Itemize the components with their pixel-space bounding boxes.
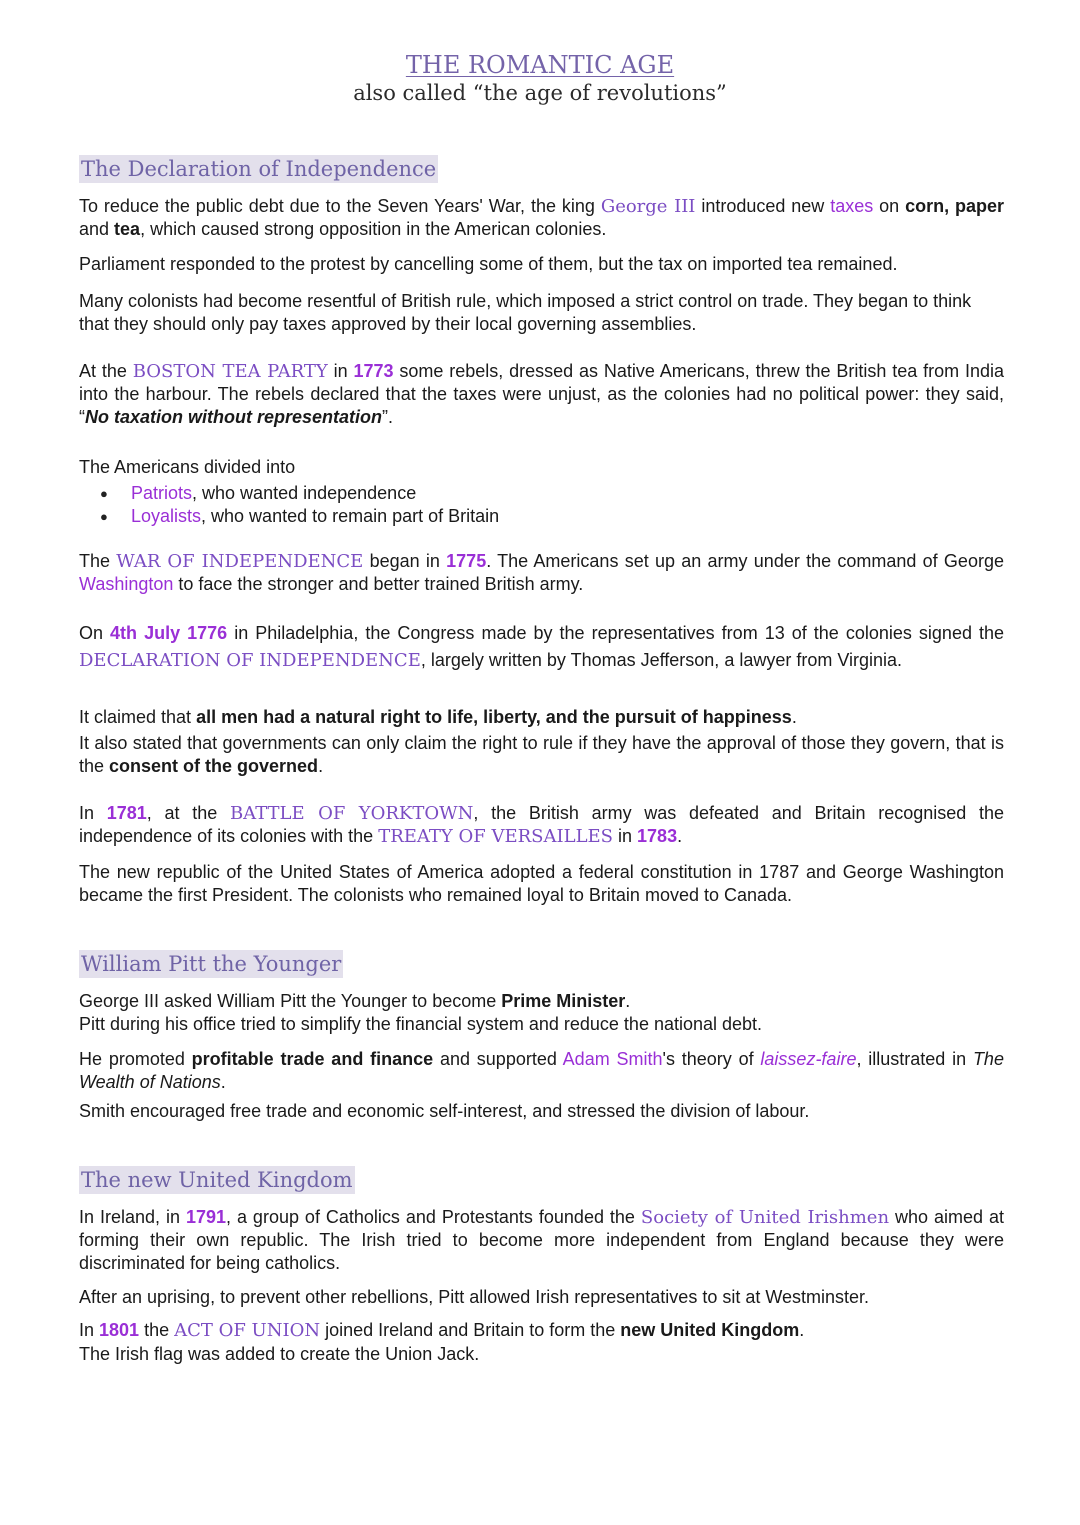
paragraph: Smith encouraged free trade and economic self-interest, and stressed the division of labour.	[79, 1101, 810, 1121]
title-block	[0, 50, 1080, 106]
paragraph: The Irish flag was added to create the Union Jack.	[79, 1344, 480, 1364]
paragraph: He promoted profitable trade and finance and supported Adam Smith's theory of laissez-faire, illustrated in The Wealth of Nations.	[79, 1049, 1004, 1092]
paragraph: Many colonists had become resentful of British rule, which imposed a strict control on trade. They began to think that they should only pay taxes approved by their local governing assemblies.	[79, 291, 972, 334]
paragraph: To reduce the public debt due to the Seven Years' War, the king George III introduced new taxes on corn, paper and tea, which caused strong opposition in the American colonies.	[79, 196, 1005, 239]
paragraph: At the BOSTON TEA PARTY in 1773 some rebels, dressed as Native Americans, threw the British tea from India into the harbour. The rebels declared that the taxes were unjust, as the colonies had no political power: they said, “No taxation without representation”.	[79, 361, 1005, 427]
paragraph: In Ireland, in 1791, a group of Catholics and Protestants founded the Society of United Irishmen who aimed at forming their own republic. The Irish tried to become more independent from England because they were discriminated for being catholics.	[79, 1207, 1005, 1273]
paragraph: The WAR OF INDEPENDENCE began in 1775. The Americans set up an army under the command of George Washington to face the stronger and better trained British army.	[79, 551, 1004, 594]
section-heading-declaration: The Declaration of Independence	[81, 157, 437, 181]
paragraph: The new republic of the United States of America adopted a federal constitution in 1787 and George Washington became the first President. The colonists who remained loyal to Britain moved to Canada.	[79, 862, 1004, 905]
page-subtitle: also called “the age of revolutions”	[353, 81, 727, 105]
section-heading-united-kingdom: The new United Kingdom	[81, 1168, 353, 1192]
page-title: THE ROMANTIC AGE	[405, 51, 675, 79]
paragraph: In 1801 the ACT OF UNION joined Ireland and Britain to form the new United Kingdom.	[79, 1320, 805, 1341]
paragraph: Parliament responded to the protest by cancelling some of them, but the tax on imported tea remained.	[79, 254, 898, 274]
paragraph: The Americans divided into	[79, 457, 296, 477]
paragraph: After an uprising, to prevent other rebellions, Pitt allowed Irish representatives to sit at Westminster.	[79, 1287, 870, 1307]
paragraph: It claimed that all men had a natural right to life, liberty, and the pursuit of happiness.	[79, 707, 797, 727]
paragraph: In 1781, at the BATTLE OF YORKTOWN, the British army was defeated and Britain recognised the independence of its colonies with the TREATY OF VERSAILLES in 1783.	[79, 803, 1005, 847]
bullet-list	[100, 482, 499, 528]
paragraph: It also stated that governments can only claim the right to rule if they have the approval of those they govern, that is the consent of the governed.	[79, 733, 1004, 776]
list-item: ● Loyalists, who wanted to remain part of Britain	[100, 505, 499, 528]
section-heading-pitt: William Pitt the Younger	[81, 952, 342, 976]
list-item: ● Patriots, who wanted independence	[100, 482, 499, 505]
paragraph: George III asked William Pitt the Younger to become Prime Minister.	[79, 991, 631, 1011]
paragraph: Pitt during his office tried to simplify the financial system and reduce the national debt.	[79, 1014, 763, 1034]
paragraph: On 4th July 1776 in Philadelphia, the Congress made by the representatives from 13 of the colonies signed the DECLARATION OF INDEPENDENCE, largely written by Thomas Jefferson, a lawyer from Virginia.	[79, 623, 1005, 671]
